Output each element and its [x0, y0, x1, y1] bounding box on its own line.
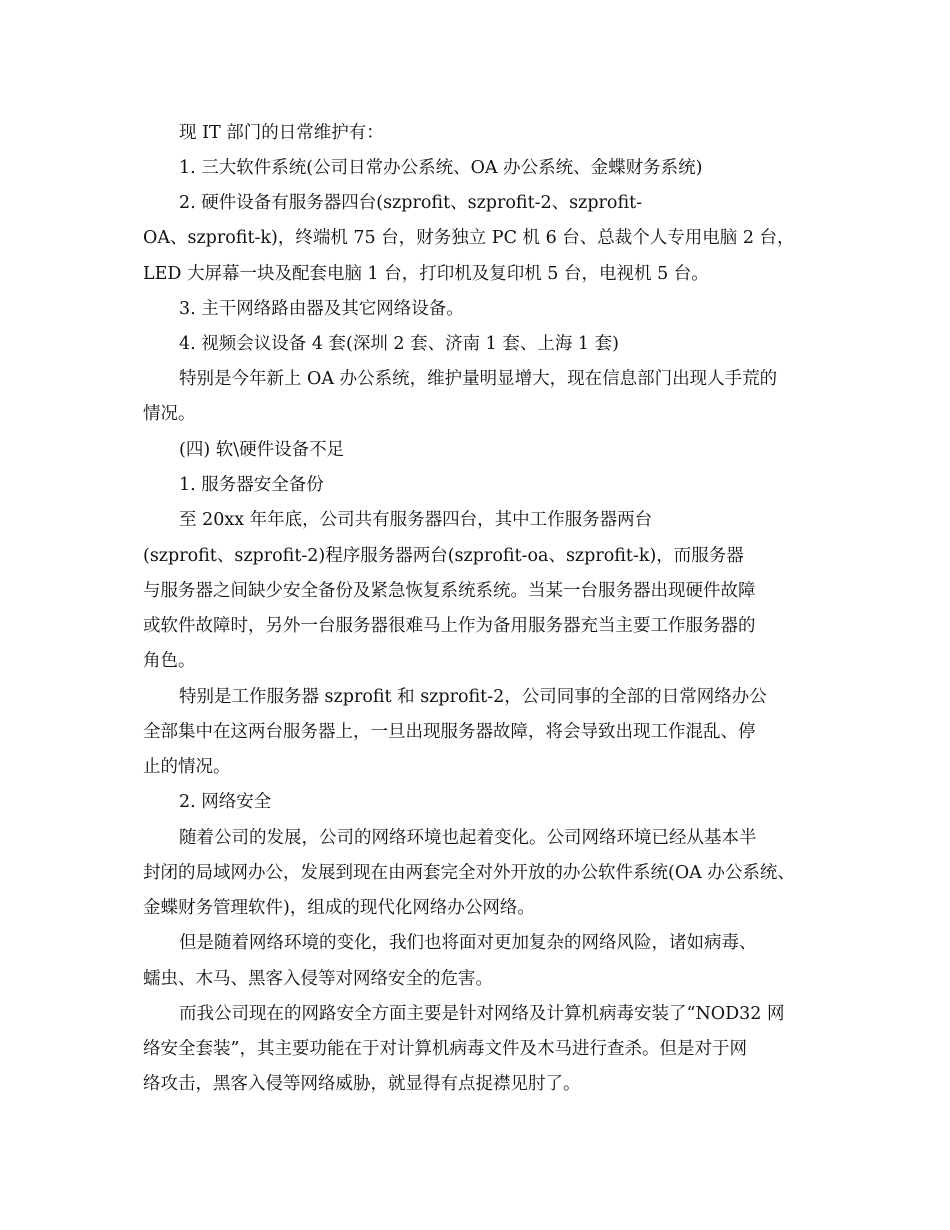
paragraph-line: 随着公司的发展，公司的网络环境也起着变化。公司网络环境已经从基本半 — [179, 828, 757, 848]
paragraph-line: 蠕虫、木马、黑客入侵等对网络安全的危害。 — [143, 969, 493, 989]
paragraph-line: 金蝶财务管理软件)，组成的现代化网络办公网络。 — [143, 898, 535, 918]
subsection-heading: 2. 网络安全 — [179, 792, 272, 812]
list-item: 2. 硬件设备有服务器四台(szprofit、szprofit-2、szprofit- — [179, 193, 643, 213]
paragraph-line: 至 20xx 年年底，公司共有服务器四台，其中工作服务器两台 — [179, 510, 653, 530]
paragraph-line: 情况。 — [143, 404, 196, 424]
paragraph-line: 全部集中在这两台服务器上，一旦出现服务器故障，将会导致出现工作混乱、停 — [143, 722, 756, 742]
list-item: 4. 视频会议设备 4 套(深圳 2 套、济南 1 套、上海 1 套) — [179, 334, 619, 354]
paragraph-line: LED 大屏幕一块及配套电脑 1 台，打印机及复印机 5 台，电视机 5 台。 — [143, 264, 709, 284]
paragraph-line: 现 IT 部门的日常维护有： — [179, 123, 384, 143]
list-item: 1. 三大软件系统(公司日常办公系统、OA 办公系统、金蝶财务系统) — [179, 158, 703, 178]
paragraph-line: 络攻击，黑客入侵等网络威胁，就显得有点捉襟见肘了。 — [143, 1074, 581, 1094]
paragraph-line: 与服务器之间缺少安全备份及紧急恢复系统系统。当某一台服务器出现硬件故障 — [143, 581, 756, 601]
paragraph-line: 但是随着网络环境的变化，我们也将面对更加复杂的网络风险，诸如病毒、 — [179, 933, 757, 953]
list-item: 3. 主干网络路由器及其它网络设备。 — [179, 299, 464, 319]
paragraph-line: 而我公司现在的网路安全方面主要是针对网络及计算机病毒安装了“NOD32 网 — [179, 1004, 785, 1024]
subsection-heading: 1. 服务器安全备份 — [179, 475, 324, 495]
paragraph-line: 特别是工作服务器 szprofit 和 szprofit-2，公司同事的全部的日常网络办公 — [179, 687, 767, 707]
paragraph-line: 络安全套装”，其主要功能在于对计算机病毒文件及木马进行查杀。但是对于网 — [143, 1039, 747, 1059]
paragraph-line: 或软件故障时，另外一台服务器很难马上作为备用服务器充当主要工作服务器的 — [143, 616, 756, 636]
paragraph-line: 特别是今年新上 OA 办公系统，维护量明显增大，现在信息部门出现人手荒的 — [179, 369, 778, 389]
section-heading: (四) 软\硬件设备不足 — [179, 440, 345, 460]
paragraph-line: (szprofit、szprofit-2)程序服务器两台(szprofit-oa、szprofit-k)，而服务器 — [143, 546, 744, 566]
paragraph-line: 封闭的局域网办公，发展到现在由两套完全对外开放的办公软件系统(OA 办公系统、 — [143, 863, 795, 883]
paragraph-line: 角色。 — [143, 651, 196, 671]
paragraph-line: OA、szprofit-k)，终端机 75 台，财务独立 PC 机 6 台、总裁个人专用电脑 2 台， — [143, 228, 795, 248]
paragraph-line: 止的情况。 — [143, 757, 231, 777]
